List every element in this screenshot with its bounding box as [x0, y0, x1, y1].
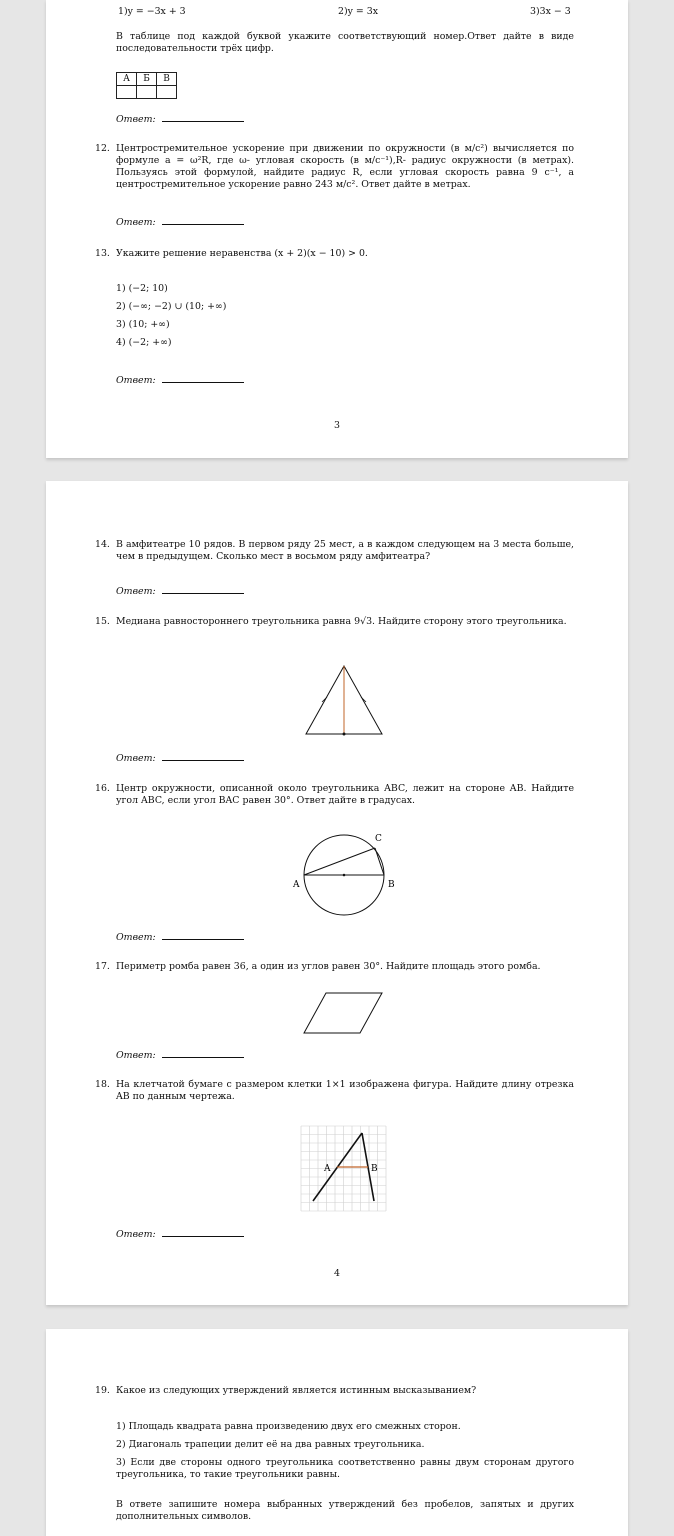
q19-option-1: 1) Площадь квадрата равна произведению двух его смежных сторон. — [116, 1421, 461, 1432]
grid-figure — [301, 1126, 387, 1212]
side-ac — [304, 848, 375, 875]
answer-label: Ответ: — [116, 932, 156, 943]
question-number: 19. — [95, 1385, 110, 1396]
table-header-v: В — [157, 73, 177, 86]
answer-label: Ответ: — [116, 753, 156, 764]
q19-instruction: В ответе запишите номера выбранных утверждений без пробелов, запятых и других дополнительных символов. — [116, 1499, 574, 1522]
midpoint-dot — [343, 733, 346, 736]
label-a: A — [293, 880, 300, 890]
question-14-text: В амфитеатре 10 рядов. В первом ряду 25 мест, а в каждом следующем на 3 места больше, чем в предыдущем. Сколько мест в восьмом ряду амфитеатра? — [116, 539, 574, 562]
answer-label: Ответ: — [116, 375, 156, 386]
page-number: 3 — [334, 420, 340, 431]
label-b: B — [371, 1164, 378, 1174]
question-number: 12. — [95, 143, 110, 154]
page-3 — [46, 0, 628, 458]
answer-label: Ответ: — [116, 1050, 156, 1061]
question-19-text: Какое из следующих утверждений является истинным высказыванием? — [116, 1385, 477, 1396]
table-header-a: А — [117, 73, 137, 86]
q19-option-2: 2) Диагональ трапеции делит её на два равных треугольника. — [116, 1439, 425, 1450]
table-instruction: В таблице под каждой буквой укажите соответствующий номер.Ответ дайте в виде последовательности трёх цифр. — [116, 31, 574, 54]
answer-field-13[interactable] — [116, 373, 244, 386]
table-header-b: Б — [137, 73, 157, 86]
question-12-text: Центростремительное ускорение при движении по окружности (в м/с²) вычисляется по формуле a = ω²R, где ω- угловая скорость (в м/с⁻¹),R- радиус окружности (в метрах). Пользуясь этой формулой, найдите радиус R, если угловая скорость равна 9 с⁻¹, а центростремительное ускорение равно 243 м/с². Ответ дайте в метрах. — [116, 143, 574, 190]
label-c: C — [375, 834, 382, 844]
question-16-text: Центр окружности, описанной около треугольника ABC, лежит на стороне AB. Найдите угол ABC, если угол BAC равен 30°. Ответ дайте в градусах. — [116, 783, 574, 806]
rhombus — [304, 993, 382, 1033]
table-cell-b[interactable] — [137, 86, 157, 99]
answer-label: Ответ: — [116, 114, 156, 125]
q13-option-2: 2) (−∞; −2) ∪ (10; +∞) — [116, 301, 227, 312]
circle-figure — [290, 831, 400, 921]
answer-field-18[interactable] — [116, 1227, 244, 1240]
q13-option-1: 1) (−2; 10) — [116, 283, 168, 294]
option-2: 2)y = 3x — [338, 6, 378, 17]
answer-label: Ответ: — [116, 217, 156, 228]
q13-option-4: 4) (−2; +∞) — [116, 337, 172, 348]
q13-option-3: 3) (10; +∞) — [116, 319, 170, 330]
table-cell-a[interactable] — [117, 86, 137, 99]
question-number: 18. — [95, 1079, 110, 1090]
question-number: 16. — [95, 783, 110, 794]
triangle-figure — [304, 664, 386, 736]
question-15-text: Медиана равностороннего треугольника равна 9√3. Найдите сторону этого треугольника. — [116, 616, 567, 627]
answer-table — [116, 72, 177, 99]
question-18-text: На клетчатой бумаге с размером клетки 1×1 изображена фигура. Найдите длину отрезка AB по данным чертежа. — [116, 1079, 574, 1102]
question-number: 17. — [95, 961, 110, 972]
side-cb — [375, 848, 384, 875]
page-5 — [46, 1329, 628, 1536]
question-17-text: Периметр ромба равен 36, а один из углов равен 30°. Найдите площадь этого ромба. — [116, 961, 541, 972]
answer-label: Ответ: — [116, 1229, 156, 1240]
option-1: 1)y = −3x + 3 — [118, 6, 186, 17]
q19-option-3: 3) Если две стороны одного треугольника соответственно равны двум сторонам другого треугольника, то такие треугольники равны. — [116, 1457, 574, 1480]
answer-field-12[interactable] — [116, 215, 244, 228]
table-cell-v[interactable] — [157, 86, 177, 99]
answer-field-15[interactable] — [116, 751, 244, 764]
option-3: 3)3x − 3 — [530, 6, 571, 17]
question-13-text: Укажите решение неравенства (x + 2)(x − 10) > 0. — [116, 248, 368, 259]
answer-label: Ответ: — [116, 586, 156, 597]
center-dot — [343, 874, 346, 877]
answer-field-11[interactable] — [116, 112, 244, 125]
rhombus-figure — [304, 991, 384, 1035]
label-b: B — [388, 880, 395, 890]
page-number: 4 — [334, 1268, 340, 1279]
page-4 — [46, 481, 628, 1305]
answer-field-16[interactable] — [116, 930, 244, 943]
question-number: 14. — [95, 539, 110, 550]
question-number: 13. — [95, 248, 110, 259]
answer-field-14[interactable] — [116, 584, 244, 597]
label-a: A — [324, 1164, 331, 1174]
answer-field-17[interactable] — [116, 1048, 244, 1061]
question-number: 15. — [95, 616, 110, 627]
